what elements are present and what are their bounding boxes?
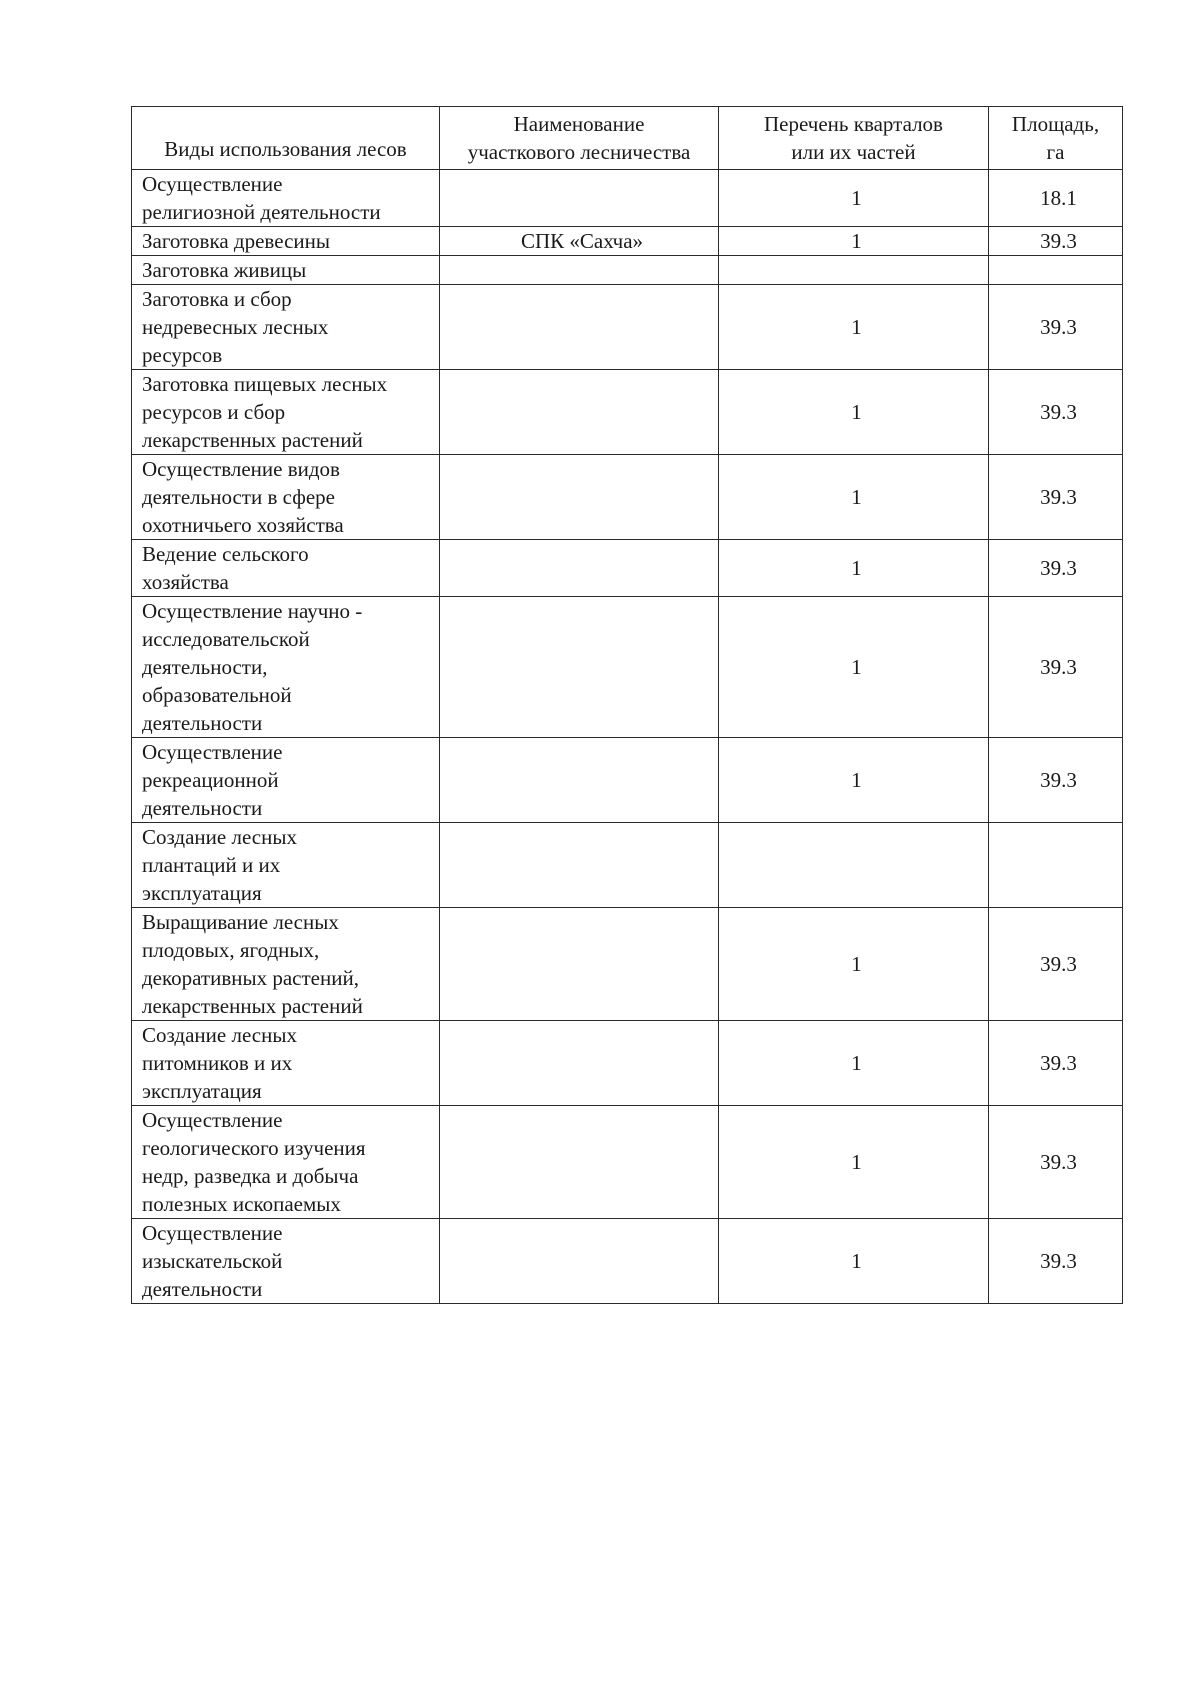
forestry-name-cell <box>440 1219 719 1304</box>
area-cell: 39.3 <box>989 1106 1123 1219</box>
forestry-name-cell <box>440 170 719 227</box>
area-cell: 39.3 <box>989 1219 1123 1304</box>
table-body <box>132 170 1123 1304</box>
table-row <box>132 597 1123 738</box>
table-row <box>132 370 1123 455</box>
area-cell: 39.3 <box>989 738 1123 823</box>
area-cell <box>989 823 1123 908</box>
forest-usage-table <box>131 106 1123 1304</box>
area-cell: 39.3 <box>989 597 1123 738</box>
forestry-name-cell <box>440 738 719 823</box>
usage-type-cell: Создание лесных питомников и их эксплуатация <box>132 1021 440 1106</box>
quarters-cell: 1 <box>719 370 989 455</box>
forestry-name-cell <box>440 823 719 908</box>
quarters-cell <box>719 823 989 908</box>
area-cell <box>989 256 1123 285</box>
quarters-cell: 1 <box>719 597 989 738</box>
header-forestry-name: Наименование участкового лесничества <box>440 107 719 170</box>
area-cell: 39.3 <box>989 370 1123 455</box>
usage-type-cell: Создание лесных плантаций и их эксплуатация <box>132 823 440 908</box>
table-row <box>132 1219 1123 1304</box>
usage-type-cell: Выращивание лесных плодовых, ягодных, декоративных растений, лекарственных растений <box>132 908 440 1021</box>
table-row <box>132 738 1123 823</box>
usage-type-cell: Осуществление научно - исследовательской деятельности, образовательной деятельности <box>132 597 440 738</box>
table-header <box>132 107 1123 170</box>
quarters-cell <box>719 256 989 285</box>
table-row <box>132 170 1123 227</box>
quarters-cell: 1 <box>719 285 989 370</box>
area-cell: 39.3 <box>989 1021 1123 1106</box>
header-area: Площадь, га <box>989 107 1123 170</box>
forestry-name-cell <box>440 908 719 1021</box>
quarters-cell: 1 <box>719 738 989 823</box>
usage-type-cell: Осуществление геологического изучения недр, разведка и добыча полезных ископаемых <box>132 1106 440 1219</box>
table-row <box>132 256 1123 285</box>
quarters-cell: 1 <box>719 170 989 227</box>
quarters-cell: 1 <box>719 908 989 1021</box>
quarters-cell: 1 <box>719 1106 989 1219</box>
forestry-name-cell <box>440 597 719 738</box>
area-cell: 39.3 <box>989 227 1123 256</box>
table-row <box>132 540 1123 597</box>
area-cell: 39.3 <box>989 285 1123 370</box>
table-row <box>132 1021 1123 1106</box>
quarters-cell: 1 <box>719 1219 989 1304</box>
table-row <box>132 823 1123 908</box>
table-row <box>132 285 1123 370</box>
forestry-name-cell <box>440 1021 719 1106</box>
usage-type-cell: Ведение сельского хозяйства <box>132 540 440 597</box>
table-row <box>132 1106 1123 1219</box>
quarters-cell: 1 <box>719 455 989 540</box>
forestry-name-cell <box>440 256 719 285</box>
quarters-cell: 1 <box>719 227 989 256</box>
usage-type-cell: Заготовка древесины <box>132 227 440 256</box>
usage-type-cell: Заготовка и сбор недревесных лесных ресурсов <box>132 285 440 370</box>
forestry-name-cell <box>440 285 719 370</box>
usage-type-cell: Осуществление изыскательской деятельности <box>132 1219 440 1304</box>
area-cell: 39.3 <box>989 908 1123 1021</box>
usage-type-cell: Осуществление видов деятельности в сфере охотничьего хозяйства <box>132 455 440 540</box>
quarters-cell: 1 <box>719 540 989 597</box>
usage-type-cell: Осуществление религиозной деятельности <box>132 170 440 227</box>
forestry-name-cell <box>440 540 719 597</box>
usage-type-cell: Осуществление рекреационной деятельности <box>132 738 440 823</box>
usage-type-cell: Заготовка живицы <box>132 256 440 285</box>
quarters-cell: 1 <box>719 1021 989 1106</box>
table-row <box>132 455 1123 540</box>
forestry-name-cell <box>440 455 719 540</box>
forestry-name-cell <box>440 1106 719 1219</box>
forestry-name-cell <box>440 370 719 455</box>
header-usage-types: Виды использования лесов <box>132 107 440 170</box>
header-row <box>132 107 1123 170</box>
header-quarters-list: Перечень кварталов или их частей <box>719 107 989 170</box>
area-cell: 18.1 <box>989 170 1123 227</box>
table-row <box>132 908 1123 1021</box>
forestry-name-cell: СПК «Сахча» <box>440 227 719 256</box>
area-cell: 39.3 <box>989 455 1123 540</box>
usage-type-cell: Заготовка пищевых лесных ресурсов и сбор лекарственных растений <box>132 370 440 455</box>
area-cell: 39.3 <box>989 540 1123 597</box>
table-row <box>132 227 1123 256</box>
